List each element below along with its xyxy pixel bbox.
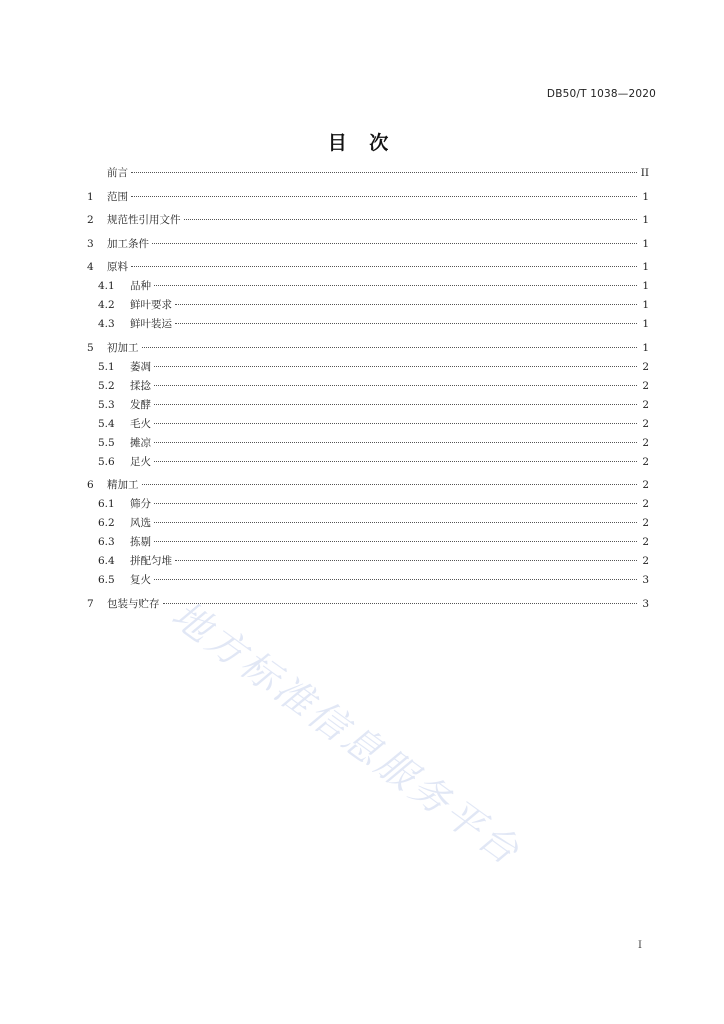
toc-entry-title: 毛火 xyxy=(130,417,151,430)
toc-entry-page: 1 xyxy=(642,280,649,292)
toc-entry-title: 揉捻 xyxy=(130,379,151,392)
toc-dot-leader xyxy=(131,266,637,267)
table-of-contents xyxy=(87,164,649,614)
toc-entry-title: 筛分 xyxy=(130,498,151,510)
toc-dot-leader xyxy=(154,404,637,405)
toc-dot-leader xyxy=(154,442,637,443)
toc-dot-leader xyxy=(154,541,637,542)
toc-entry-title: 品种 xyxy=(130,280,151,292)
toc-entry[interactable] xyxy=(87,396,649,415)
toc-entry-page: 1 xyxy=(642,299,649,311)
toc-entry-number: 4 xyxy=(87,261,94,273)
toc-entry-number: 2 xyxy=(87,214,94,226)
toc-entry[interactable] xyxy=(87,277,649,296)
toc-entry-number: 4.2 xyxy=(98,299,115,311)
toc-entry-title: 前言 xyxy=(107,167,128,179)
toc-entry-number: 5.3 xyxy=(98,398,115,411)
toc-entry-page: 2 xyxy=(642,498,649,510)
toc-entry[interactable] xyxy=(87,211,649,230)
toc-entry[interactable] xyxy=(87,595,649,614)
toc-entry-title: 初加工 xyxy=(107,341,139,354)
toc-entry-number: 6.5 xyxy=(98,574,115,586)
toc-entry[interactable] xyxy=(87,258,649,277)
toc-entry-page: 2 xyxy=(642,555,649,567)
toc-entry-page: 2 xyxy=(642,379,649,392)
page-number: I xyxy=(638,940,642,951)
toc-entry[interactable] xyxy=(87,315,649,334)
toc-entry[interactable] xyxy=(87,296,649,315)
watermark: 地方标准信息服务平台 xyxy=(163,592,530,875)
toc-entry-number: 6.2 xyxy=(98,517,115,529)
toc-entry-title: 萎凋 xyxy=(130,360,151,373)
toc-entry-title: 包装与贮存 xyxy=(107,597,160,610)
toc-entry-page: 2 xyxy=(642,436,649,449)
toc-entry-title: 范围 xyxy=(107,190,128,203)
toc-entry-number: 6.4 xyxy=(98,555,115,567)
toc-entry-title: 鲜叶装运 xyxy=(130,318,172,330)
toc-entry-page: 1 xyxy=(642,261,649,273)
toc-dot-leader xyxy=(175,560,637,561)
toc-entry-number: 5.4 xyxy=(98,417,115,430)
toc-dot-leader xyxy=(154,461,637,462)
toc-dot-leader xyxy=(142,484,638,485)
toc-entry-title: 规范性引用文件 xyxy=(107,214,181,226)
toc-entry-title: 复火 xyxy=(130,574,151,586)
toc-dot-leader xyxy=(175,304,637,305)
toc-entry[interactable] xyxy=(87,552,649,571)
toc-dot-leader xyxy=(154,503,637,504)
toc-entry-number: 5.6 xyxy=(98,455,115,468)
toc-entry-page: 2 xyxy=(642,455,649,468)
toc-entry[interactable] xyxy=(87,453,649,472)
toc-entry-title: 加工条件 xyxy=(107,237,149,250)
toc-entry-title: 拣剔 xyxy=(130,536,151,548)
toc-dot-leader xyxy=(131,196,637,197)
toc-entry-number: 6.3 xyxy=(98,536,115,548)
toc-entry[interactable] xyxy=(87,235,649,254)
toc-entry[interactable] xyxy=(87,339,649,358)
toc-entry-number: 3 xyxy=(87,237,94,250)
toc-entry-title: 原料 xyxy=(107,261,128,273)
toc-entry-number: 5.5 xyxy=(98,436,115,449)
toc-entry[interactable] xyxy=(87,514,649,533)
toc-entry-number: 4.1 xyxy=(98,280,115,292)
toc-entry[interactable] xyxy=(87,415,649,434)
toc-entry[interactable] xyxy=(87,533,649,552)
toc-dot-leader xyxy=(131,172,637,173)
toc-entry-page: 1 xyxy=(642,237,649,250)
toc-entry-number: 7 xyxy=(87,597,94,610)
toc-entry-title: 拼配匀堆 xyxy=(130,555,172,567)
document-code: DB50/T 1038—2020 xyxy=(546,88,656,100)
toc-dot-leader xyxy=(154,522,637,523)
toc-entry-page: 2 xyxy=(642,360,649,373)
toc-entry-page: 2 xyxy=(642,479,649,491)
toc-entry-page: 2 xyxy=(642,398,649,411)
toc-entry-number: 6.1 xyxy=(98,498,115,510)
toc-entry-title: 足火 xyxy=(130,455,151,468)
toc-entry-title: 发酵 xyxy=(130,398,151,411)
toc-entry-number: 4.3 xyxy=(98,318,115,330)
toc-entry-page: 1 xyxy=(642,341,649,354)
toc-entry-title: 风选 xyxy=(130,517,151,529)
toc-entry-page: II xyxy=(640,167,649,179)
toc-entry-page: 1 xyxy=(642,214,649,226)
toc-entry[interactable] xyxy=(87,476,649,495)
toc-dot-leader xyxy=(154,366,637,367)
toc-entry-page: 2 xyxy=(642,417,649,430)
toc-entry[interactable] xyxy=(87,434,649,453)
toc-entry-page: 1 xyxy=(642,190,649,203)
toc-dot-leader xyxy=(175,323,637,324)
toc-dot-leader xyxy=(154,423,637,424)
toc-entry[interactable] xyxy=(87,188,649,207)
toc-dot-leader xyxy=(154,385,637,386)
toc-entry-page: 3 xyxy=(642,574,649,586)
toc-entry-number: 6 xyxy=(87,479,94,491)
toc-entry-title: 鲜叶要求 xyxy=(130,299,172,311)
toc-entry-number: 5.1 xyxy=(98,360,115,373)
toc-entry-page: 2 xyxy=(642,536,649,548)
toc-dot-leader xyxy=(184,219,638,220)
toc-entry-title: 摊凉 xyxy=(130,436,151,449)
toc-dot-leader xyxy=(142,347,638,348)
toc-dot-leader xyxy=(152,243,637,244)
toc-entry-page: 2 xyxy=(642,517,649,529)
toc-entry[interactable] xyxy=(87,164,649,183)
toc-entry[interactable] xyxy=(87,358,649,377)
toc-title: 目 次 xyxy=(327,132,397,154)
toc-entry-number: 5.2 xyxy=(98,379,115,392)
toc-entry-number: 5 xyxy=(87,341,94,354)
toc-entry-page: 3 xyxy=(642,597,649,610)
toc-entry-title: 精加工 xyxy=(107,479,139,491)
toc-entry[interactable] xyxy=(87,571,649,590)
toc-entry[interactable] xyxy=(87,377,649,396)
toc-dot-leader xyxy=(154,579,637,580)
toc-entry-page: 1 xyxy=(642,318,649,330)
toc-entry-number: 1 xyxy=(87,190,94,203)
toc-dot-leader xyxy=(154,285,637,286)
toc-entry[interactable] xyxy=(87,495,649,514)
toc-dot-leader xyxy=(163,603,638,604)
